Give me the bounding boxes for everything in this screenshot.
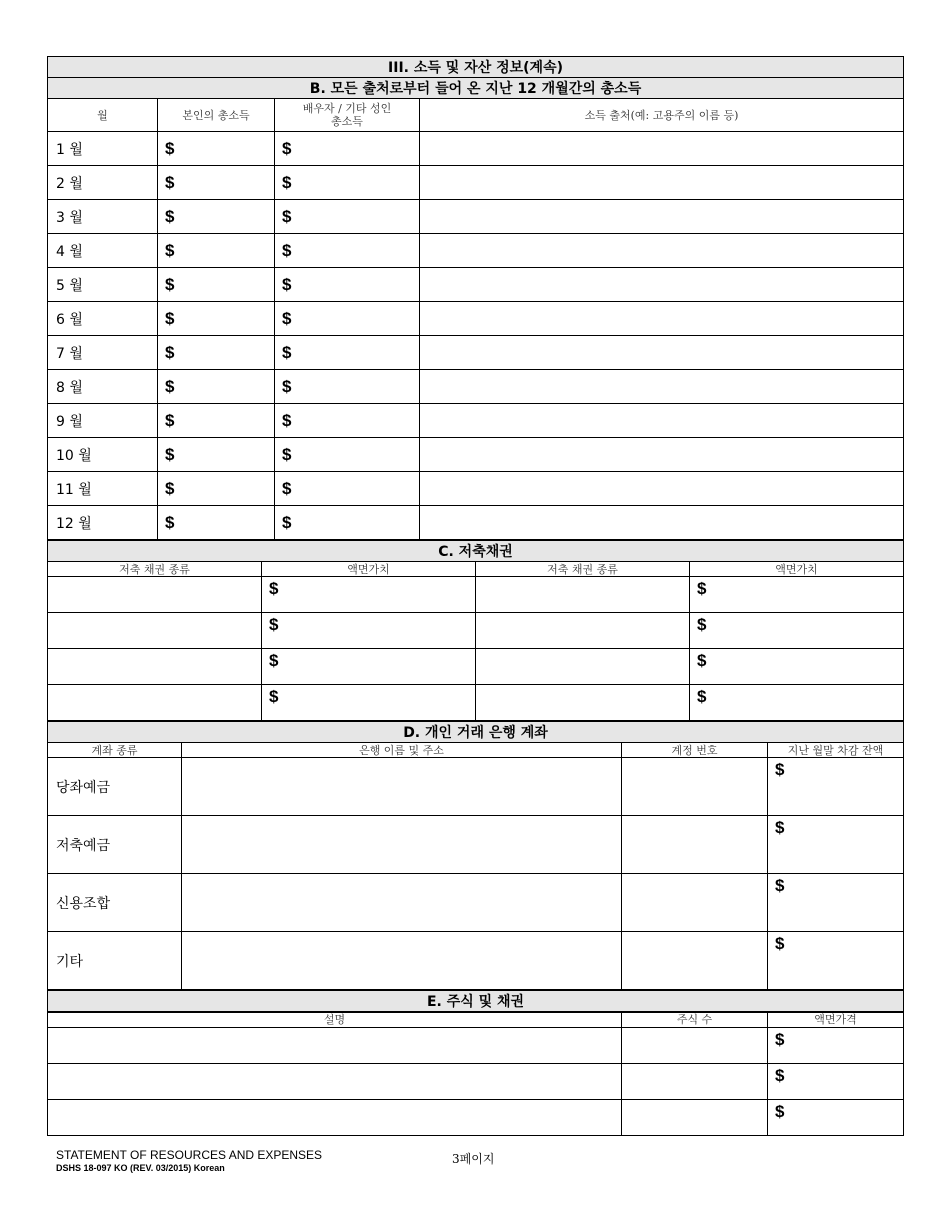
month-label: 11 월 (48, 472, 158, 506)
bond-value-field-left[interactable]: $ (262, 577, 476, 613)
self-income-field[interactable]: $ (158, 234, 275, 268)
income-source-field[interactable] (420, 166, 904, 200)
month-label: 12 월 (48, 506, 158, 540)
bonds-section-title: C. 저축채권 (48, 541, 904, 562)
income-row (48, 268, 904, 302)
income-section-title: B. 모든 출처로부터 들어 온 지난 12 개월간의 총소득 (48, 78, 904, 99)
bank-name-field[interactable] (182, 874, 622, 932)
shares-header: 주식 수 (622, 1012, 768, 1027)
savings-bonds-table (47, 540, 904, 721)
self-income-field[interactable]: $ (158, 472, 275, 506)
spouse-income-field[interactable]: $ (275, 336, 420, 370)
bond-value-field-left[interactable]: $ (262, 685, 476, 721)
bond-type-field-right[interactable] (476, 649, 690, 685)
income-source-field[interactable] (420, 506, 904, 540)
stock-description-field[interactable] (48, 1063, 622, 1099)
spouse-income-field[interactable]: $ (275, 200, 420, 234)
income-source-field[interactable] (420, 234, 904, 268)
bond-type-header-left: 저축 채권 종류 (48, 562, 262, 577)
self-income-header: 본인의 총소득 (158, 99, 275, 132)
bank-account-row (48, 816, 904, 874)
spouse-income-field[interactable]: $ (275, 132, 420, 166)
month-header: 월 (48, 99, 158, 132)
account-type-label: 신용조합 (48, 874, 182, 932)
bank-section-title: D. 개인 거래 은행 계좌 (48, 722, 904, 743)
balance-header: 지난 월말 차감 잔액 (768, 743, 904, 758)
spouse-income-header-line1: 배우자 / 기타 성인 (302, 102, 392, 115)
bond-type-field-right[interactable] (476, 577, 690, 613)
income-source-field[interactable] (420, 438, 904, 472)
stock-row (48, 1027, 904, 1063)
account-type-label: 저축예금 (48, 816, 182, 874)
bank-name-field[interactable] (182, 816, 622, 874)
self-income-field[interactable]: $ (158, 132, 275, 166)
income-table (47, 56, 904, 540)
bond-type-field-left[interactable] (48, 577, 262, 613)
bond-type-field-right[interactable] (476, 685, 690, 721)
income-row (48, 404, 904, 438)
income-source-field[interactable] (420, 200, 904, 234)
bond-value-field-right[interactable]: $ (690, 649, 904, 685)
spouse-income-header (275, 99, 420, 132)
account-number-field[interactable] (622, 816, 768, 874)
income-source-field[interactable] (420, 336, 904, 370)
month-label: 3 월 (48, 200, 158, 234)
account-type-header: 계좌 종류 (48, 743, 182, 758)
bank-accounts-table (47, 721, 904, 990)
balance-field[interactable]: $ (768, 758, 904, 816)
spouse-income-field[interactable]: $ (275, 268, 420, 302)
income-assets-form (47, 56, 903, 1136)
income-row (48, 200, 904, 234)
stock-row (48, 1099, 904, 1135)
bond-value-field-right[interactable]: $ (690, 685, 904, 721)
income-row (48, 302, 904, 336)
income-source-field[interactable] (420, 132, 904, 166)
shares-field[interactable] (622, 1099, 768, 1135)
bond-row (48, 685, 904, 721)
month-label: 2 월 (48, 166, 158, 200)
bond-value-header-right: 액면가치 (690, 562, 904, 577)
bank-account-row (48, 932, 904, 990)
stock-row (48, 1063, 904, 1099)
month-label: 5 월 (48, 268, 158, 302)
spouse-income-field[interactable]: $ (275, 370, 420, 404)
spouse-income-field[interactable]: $ (275, 438, 420, 472)
income-row (48, 370, 904, 404)
income-source-field[interactable] (420, 302, 904, 336)
self-income-field[interactable]: $ (158, 302, 275, 336)
bank-account-row (48, 758, 904, 816)
self-income-field[interactable]: $ (158, 370, 275, 404)
section-title: III. 소득 및 자산 정보(계속) (48, 57, 904, 78)
bond-type-header-right: 저축 채권 종류 (476, 562, 690, 577)
income-row (48, 132, 904, 166)
month-label: 6 월 (48, 302, 158, 336)
income-row (48, 166, 904, 200)
balance-field[interactable]: $ (768, 932, 904, 990)
spouse-income-field[interactable]: $ (275, 302, 420, 336)
bank-name-field[interactable] (182, 932, 622, 990)
month-label: 1 월 (48, 132, 158, 166)
month-label: 10 월 (48, 438, 158, 472)
bank-name-field[interactable] (182, 758, 622, 816)
bond-value-field-left[interactable]: $ (262, 613, 476, 649)
month-label: 7 월 (48, 336, 158, 370)
bond-value-field-left[interactable]: $ (262, 649, 476, 685)
balance-field[interactable]: $ (768, 816, 904, 874)
face-value-field[interactable]: $ (768, 1099, 904, 1135)
bond-type-field-right[interactable] (476, 613, 690, 649)
bond-type-field-left[interactable] (48, 649, 262, 685)
shares-field[interactable] (622, 1063, 768, 1099)
income-row (48, 506, 904, 540)
bond-row (48, 649, 904, 685)
form-id: DSHS 18-097 KO (REV. 03/2015) Korean (56, 1163, 225, 1173)
spouse-income-field[interactable]: $ (275, 472, 420, 506)
spouse-income-field[interactable]: $ (275, 404, 420, 438)
income-row (48, 234, 904, 268)
spouse-income-field[interactable]: $ (275, 234, 420, 268)
description-header: 설명 (48, 1012, 622, 1027)
bond-row (48, 613, 904, 649)
account-number-field[interactable] (622, 874, 768, 932)
income-row (48, 472, 904, 506)
stocks-section-title: E. 주식 및 채권 (48, 991, 904, 1013)
form-title: STATEMENT OF RESOURCES AND EXPENSES (56, 1148, 323, 1162)
month-label: 9 월 (48, 404, 158, 438)
bond-value-field-right[interactable]: $ (690, 577, 904, 613)
spouse-income-header-line2: 총소득 (331, 115, 363, 128)
spouse-income-field[interactable]: $ (275, 166, 420, 200)
self-income-field[interactable]: $ (158, 438, 275, 472)
self-income-field[interactable]: $ (158, 200, 275, 234)
bond-value-field-right[interactable]: $ (690, 613, 904, 649)
self-income-field[interactable]: $ (158, 166, 275, 200)
month-label: 8 월 (48, 370, 158, 404)
face-value-field[interactable]: $ (768, 1063, 904, 1099)
bond-value-header-left: 액면가치 (262, 562, 476, 577)
account-type-label: 기타 (48, 932, 182, 990)
income-source-field[interactable] (420, 268, 904, 302)
bank-name-header: 은행 이름 및 주소 (182, 743, 622, 758)
account-number-header: 계정 번호 (622, 743, 768, 758)
shares-field[interactable] (622, 1027, 768, 1063)
self-income-field[interactable]: $ (158, 506, 275, 540)
balance-field[interactable]: $ (768, 874, 904, 932)
stocks-bonds-table (47, 990, 904, 1136)
month-label: 4 월 (48, 234, 158, 268)
income-source-field[interactable] (420, 404, 904, 438)
self-income-field[interactable]: $ (158, 336, 275, 370)
self-income-field[interactable]: $ (158, 268, 275, 302)
income-source-header: 소득 출처(예: 고용주의 이름 등) (420, 99, 904, 132)
bank-account-row (48, 874, 904, 932)
face-value-field[interactable]: $ (768, 1027, 904, 1063)
bond-type-field-left[interactable] (48, 685, 262, 721)
face-value-header: 액면가격 (768, 1012, 904, 1027)
account-type-label: 당좌예금 (48, 758, 182, 816)
account-number-field[interactable] (622, 932, 768, 990)
page-number: 3페이지 (452, 1152, 495, 1166)
income-row (48, 438, 904, 472)
stock-description-field[interactable] (48, 1099, 622, 1135)
stock-description-field[interactable] (48, 1027, 622, 1063)
income-source-field[interactable] (420, 472, 904, 506)
bond-type-field-left[interactable] (48, 613, 262, 649)
account-number-field[interactable] (622, 758, 768, 816)
income-row (48, 336, 904, 370)
self-income-field[interactable]: $ (158, 404, 275, 438)
income-source-field[interactable] (420, 370, 904, 404)
bond-row (48, 577, 904, 613)
spouse-income-field[interactable]: $ (275, 506, 420, 540)
